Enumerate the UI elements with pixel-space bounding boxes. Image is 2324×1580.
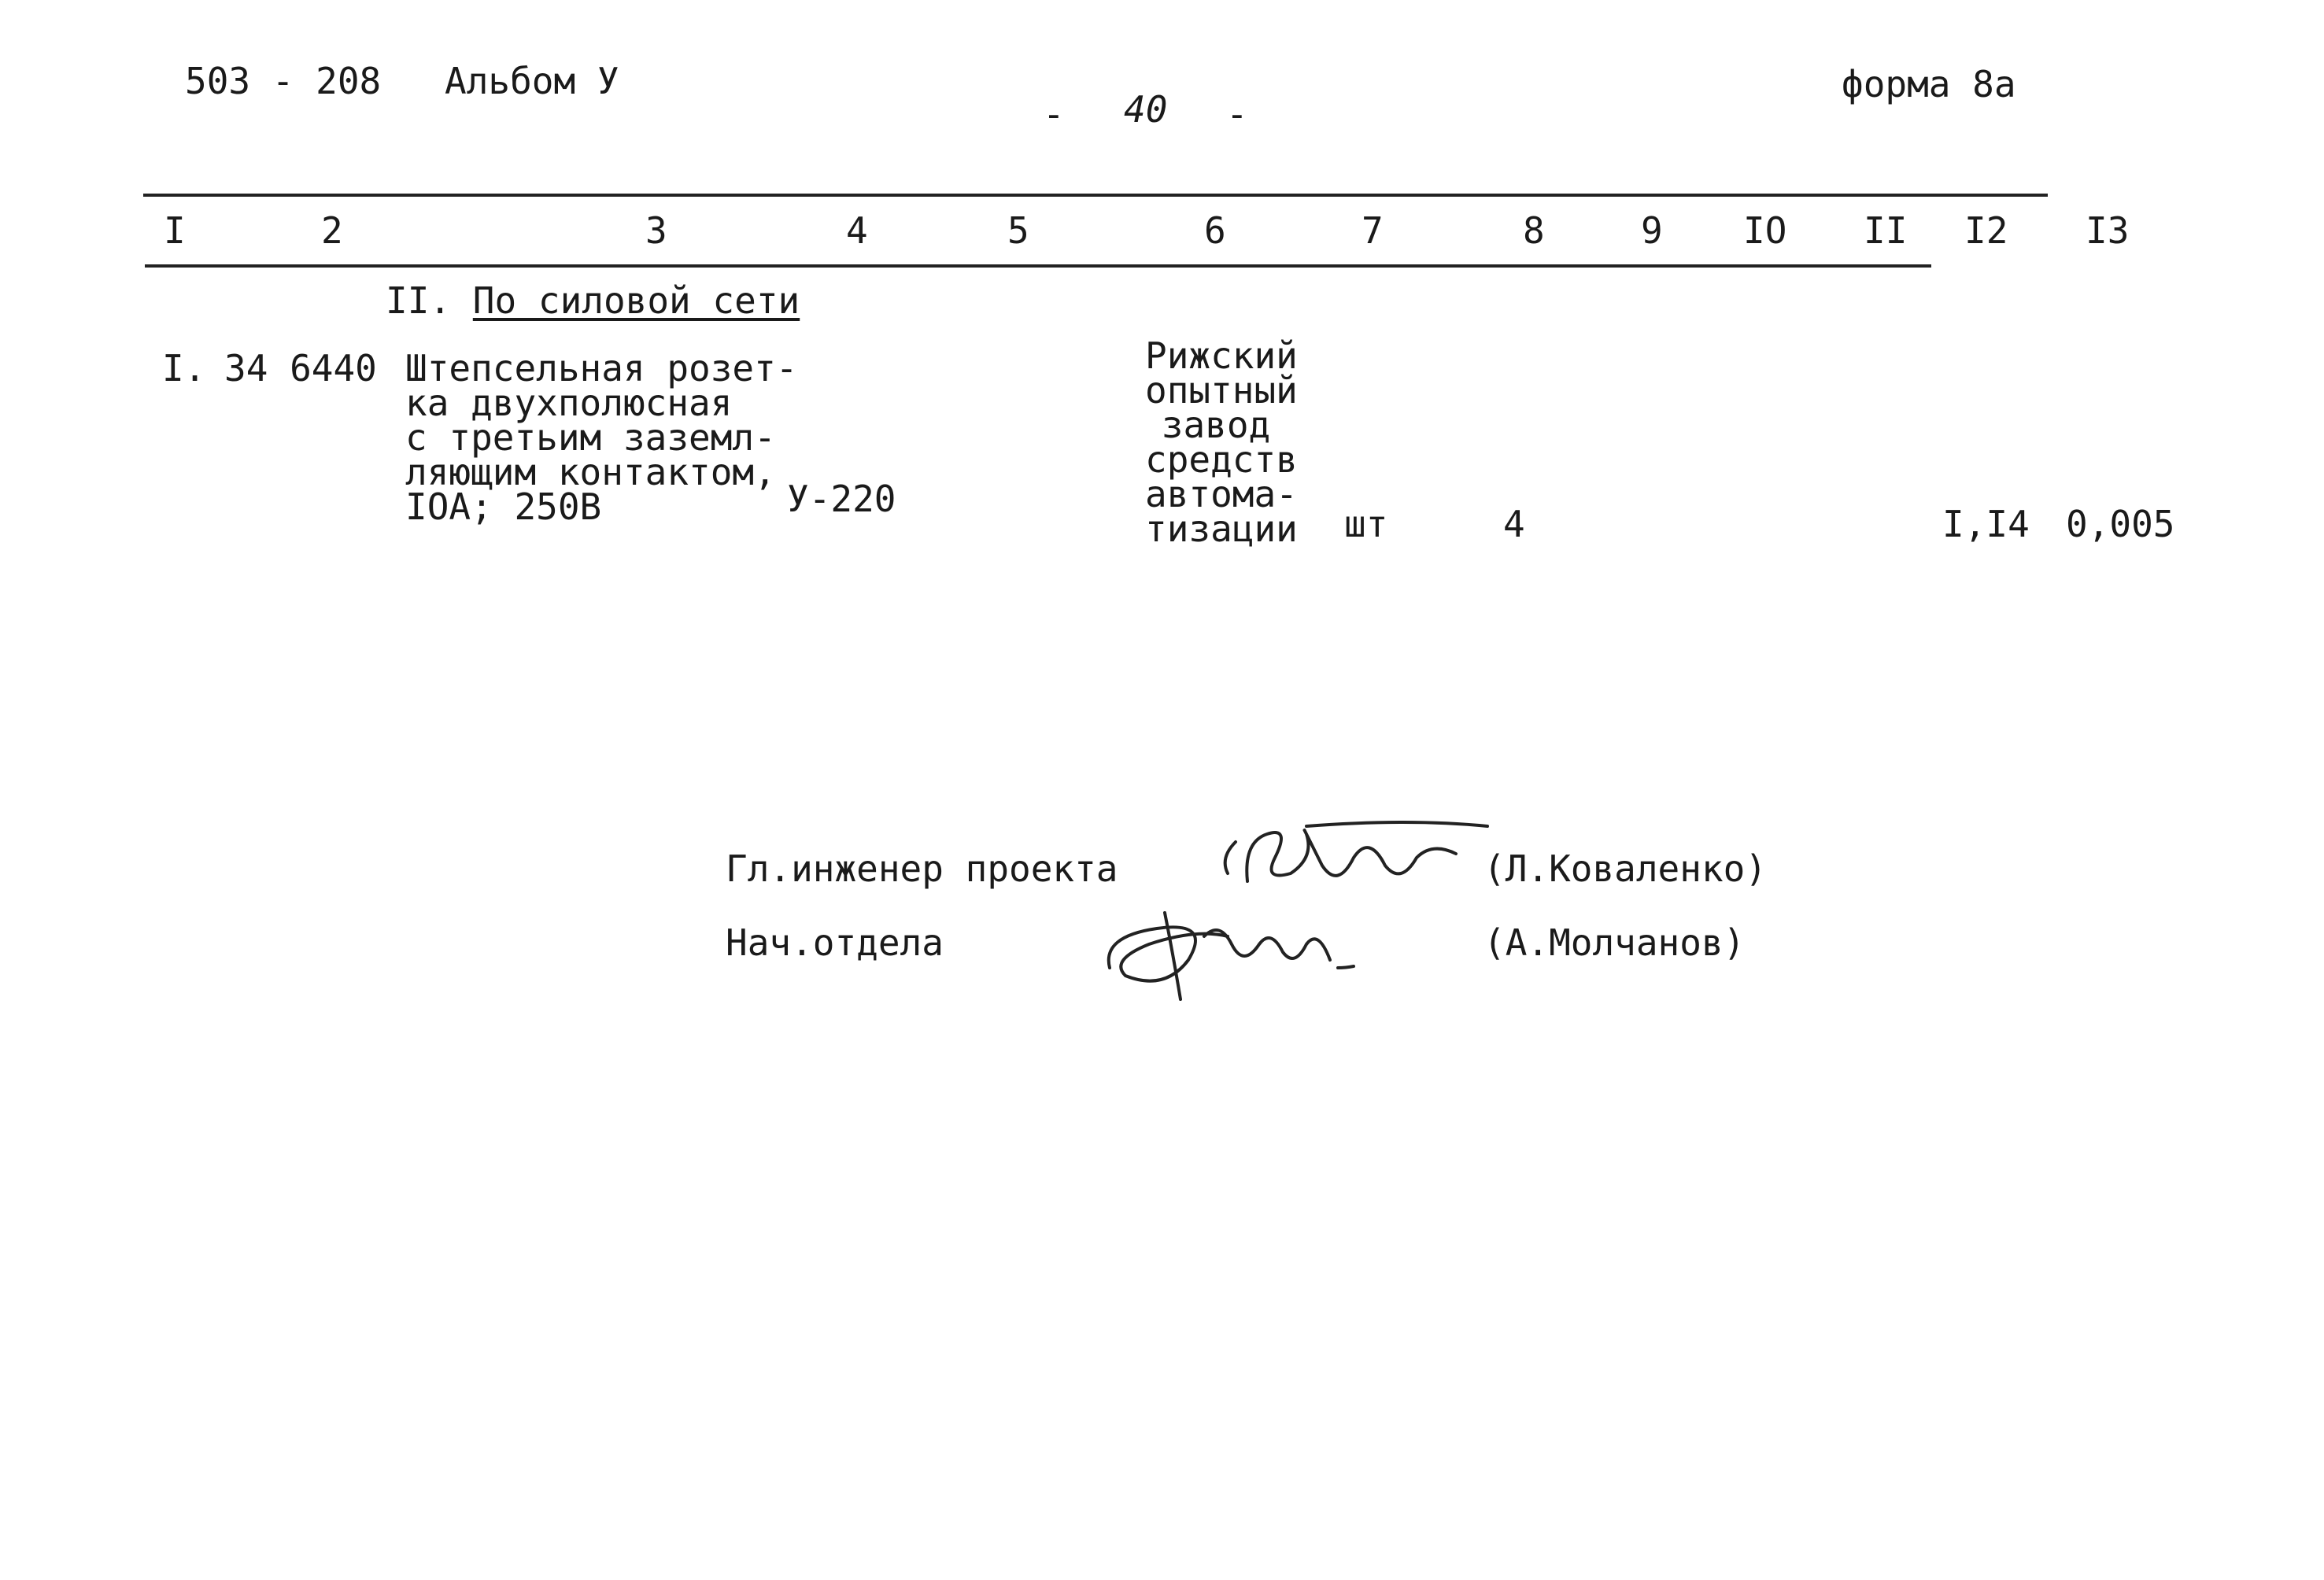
column-header-6: 6: [1204, 209, 1226, 252]
column-header-2: 2: [321, 209, 343, 252]
row-name: [405, 347, 798, 528]
page-dash-right: -: [1226, 93, 1248, 135]
row-manufacturer: [1145, 334, 1298, 550]
row-manufacturer-line: Рижский: [1145, 334, 1298, 377]
chief-engineer-title: Гл.инженер проекта: [726, 847, 1118, 890]
column-header-5: 5: [1007, 209, 1029, 252]
table-top-rule: [143, 194, 2048, 197]
row-position: I.: [162, 347, 206, 389]
dept-head-title: Нач.отдела: [726, 921, 944, 964]
column-header-10: IO: [1743, 209, 1787, 252]
page-dash-left: -: [1043, 93, 1065, 135]
column-header-13: I3: [2086, 209, 2130, 252]
chief-engineer-name: (Л.Коваленко): [1483, 847, 1768, 890]
row-unit: шт: [1344, 503, 1388, 545]
row-manufacturer-line: средств: [1145, 438, 1298, 481]
row-name-line: IOA; 250B: [405, 485, 602, 528]
dept-head-name: (А.Молчанов): [1483, 921, 1746, 964]
column-header-12: I2: [1964, 209, 2008, 252]
row-manufacturer-line: опытный: [1145, 369, 1298, 412]
row-quantity: 4: [1503, 503, 1525, 545]
doc-code: 503 - 208: [185, 60, 382, 102]
row-col12: I,I4: [1942, 503, 2030, 545]
column-header-1: I: [164, 209, 186, 252]
row-manufacturer-line: завод: [1161, 404, 1271, 446]
section-heading: [386, 279, 800, 322]
column-header-7: 7: [1362, 209, 1384, 252]
column-header-3: 3: [645, 209, 667, 252]
row-col13: 0,005: [2066, 503, 2175, 545]
dept-head-signature: [1094, 889, 1377, 1007]
row-type: У-220: [787, 478, 896, 520]
row-name-line: ляющим контактом,: [405, 451, 776, 493]
form-label: форма 8а: [1842, 63, 2016, 105]
album-label: Альбом У: [445, 60, 619, 102]
table-header-bottom-rule: [145, 264, 1931, 268]
column-header-8: 8: [1523, 209, 1545, 252]
section-title: По силовой сети: [472, 279, 800, 322]
row-name-line: ка двухполюсная: [405, 382, 733, 424]
row-code: 34 6440: [224, 347, 377, 389]
column-header-4: 4: [846, 209, 868, 252]
row-manufacturer-line: тизации: [1145, 508, 1298, 550]
column-header-11: II: [1864, 209, 1908, 252]
row-manufacturer-line: автома-: [1145, 473, 1298, 515]
section-number: II.: [386, 279, 452, 322]
column-header-9: 9: [1641, 209, 1663, 252]
page-number: 40: [1124, 88, 1168, 131]
row-name-line: с третьим заземл-: [405, 416, 776, 459]
row-name-line: Штепсельная розет-: [405, 347, 798, 389]
